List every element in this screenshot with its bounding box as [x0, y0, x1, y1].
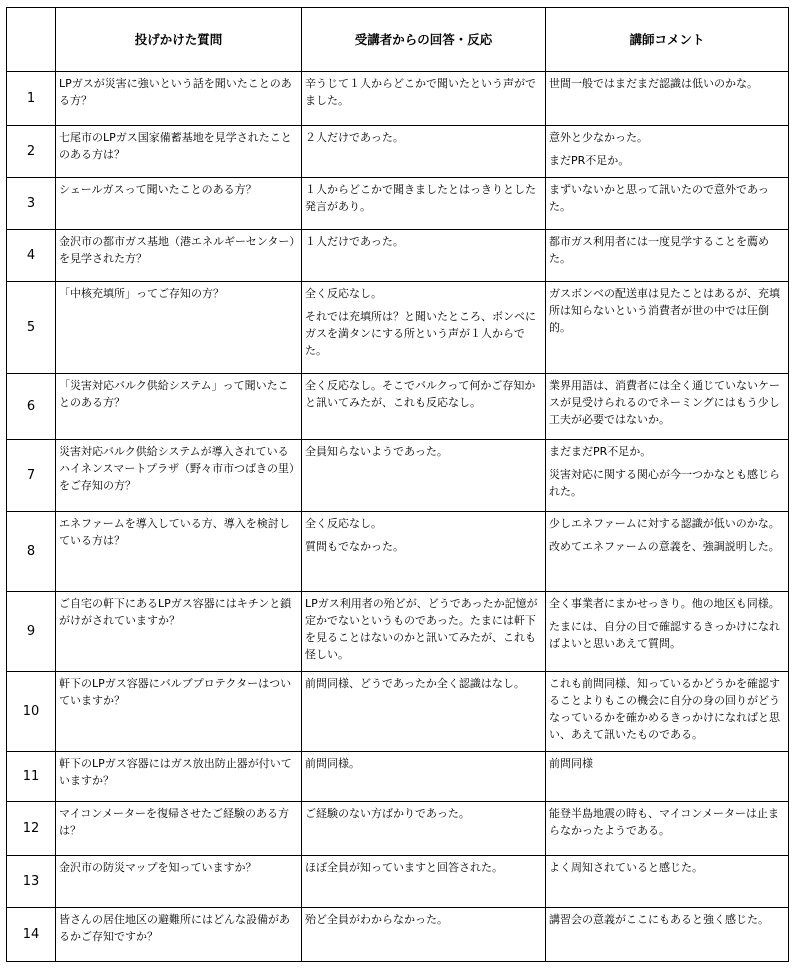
- row-number: 5: [7, 282, 56, 374]
- comment-text: 業界用語は、消費者には全く通じていないケースが見受けられるのでネーミングにはもう少し工夫が必要ではないか。: [549, 379, 780, 426]
- response-text: 殆ど全員がわからなかった。: [305, 913, 448, 926]
- question-text: シェールガスって聞いたことのある方？: [59, 183, 257, 196]
- question-cell: [56, 230, 302, 282]
- question-text: 七尾市のLPガス国家備蓄基地を見学されたことのある方は？: [59, 131, 292, 161]
- comment-text: 少しエネファームに対する認識が低いのかな。: [549, 517, 780, 530]
- row-number: 10: [7, 672, 56, 752]
- comment-cell: [546, 856, 789, 908]
- qa-table: [6, 7, 789, 962]
- question-text: 皆さんの居住地区の避難所にはどんな設備があるかご存知ですか？: [59, 913, 290, 943]
- question-cell: [56, 440, 302, 512]
- question-text: 軒下のLPガス容器にバルブプロテクターはついていますか？: [59, 677, 292, 707]
- row-number: 12: [7, 802, 56, 856]
- question-text: 軒下のLPガス容器にはガス放出防止器が付いていますか？: [59, 757, 292, 787]
- response-cell: [302, 282, 546, 374]
- header-number: [7, 8, 56, 72]
- table-row: [7, 802, 789, 856]
- response-text: 全く反応なし。そこでバルクって何かご存知かと訊いてみたが、これも反応なし。: [305, 379, 536, 409]
- question-text: 「災害対応バルク供給システム」って聞いたことのある方？: [59, 379, 289, 409]
- response-text: ほぼ全員が知っていますと回答された。: [305, 861, 503, 874]
- question-cell: [56, 856, 302, 908]
- response-cell: [302, 752, 546, 802]
- response-text: ご経験のない方ばかりであった。: [305, 807, 470, 820]
- table-row: [7, 592, 789, 672]
- comment-text: 講習会の意義がここにもあると強く感じた。: [549, 913, 769, 926]
- response-text: １人だけであった。: [305, 235, 404, 248]
- response-cell: [302, 126, 546, 178]
- table-row: [7, 282, 789, 374]
- question-text: 災害対応バルク供給システムが導入されているハイネンスマートプラザ（野々市市つばきの里）をご存知の方？: [59, 445, 295, 492]
- row-number: 6: [7, 374, 56, 440]
- comment-cell: [546, 802, 789, 856]
- row-number: 9: [7, 592, 56, 672]
- comment-text: まだPR不足か。: [549, 154, 630, 167]
- question-text: 「中核充填所」ってご存知の方？: [59, 287, 224, 300]
- comment-cell: [546, 126, 789, 178]
- response-text: １人からどこかで聞きましたとはっきりとした発言があり。: [305, 183, 536, 213]
- question-cell: [56, 126, 302, 178]
- comment-cell: [546, 592, 789, 672]
- table-row: [7, 856, 789, 908]
- table-row: [7, 374, 789, 440]
- comment-text: たまには、自分の目で確認するきっかけになればよいと思いあえて質問。: [549, 620, 780, 650]
- row-number: 7: [7, 440, 56, 512]
- question-text: マイコンメーターを復帰させたご経験のある方は？: [59, 807, 290, 837]
- response-cell: [302, 856, 546, 908]
- row-number: 13: [7, 856, 56, 908]
- question-cell: [56, 374, 302, 440]
- question-text: エネファームを導入している方、導入を検討している方は？: [59, 517, 290, 547]
- response-text: それでは充填所は？と聞いたところ、ボンベにガスを満タンにする所という声が１人からでた。: [305, 310, 536, 357]
- response-cell: [302, 178, 546, 230]
- table-row: [7, 908, 789, 962]
- question-text: 金沢市の都市ガス基地（港エネルギーセンター）を見学された方？: [59, 235, 295, 265]
- table-row: [7, 230, 789, 282]
- comment-cell: [546, 672, 789, 752]
- comment-cell: [546, 72, 789, 126]
- comment-cell: [546, 178, 789, 230]
- table-row: [7, 752, 789, 802]
- comment-text: 全く事業者にまかせっきり。他の地区も同様。: [549, 597, 780, 610]
- question-cell: [56, 512, 302, 592]
- comment-text: まだまだPR不足か。: [549, 445, 652, 458]
- row-number: 8: [7, 512, 56, 592]
- comment-text: 意外と少なかった。: [549, 131, 648, 144]
- question-cell: [56, 672, 302, 752]
- response-text: LPガス利用者の殆どが、どうであったか記憶が定かでないというものであった。たまには軒下を見ることはないのかと訊いてみたが、これも怪しい。: [305, 597, 538, 661]
- comment-text: まずいないかと思って訊いたので意外であった。: [549, 183, 769, 213]
- response-cell: [302, 802, 546, 856]
- question-cell: [56, 178, 302, 230]
- question-text: 金沢市の防災マップを知っていますか？: [59, 861, 257, 874]
- question-text: LPガスが災害に強いという話を聞いたことのある方？: [59, 77, 292, 107]
- header-question: 投げかけた質問: [56, 8, 302, 72]
- response-text: 辛うじて１人からどこかで聞いたという声がでました。: [305, 77, 536, 107]
- response-text: 前問同様、どうであったか全く認識はなし。: [305, 677, 525, 690]
- table-row: [7, 178, 789, 230]
- response-text: ２人だけであった。: [305, 131, 404, 144]
- question-cell: [56, 282, 302, 374]
- response-cell: [302, 672, 546, 752]
- table-row: [7, 126, 789, 178]
- header-comment: 講師コメント: [546, 8, 789, 72]
- question-cell: [56, 592, 302, 672]
- response-cell: [302, 374, 546, 440]
- comment-cell: [546, 374, 789, 440]
- table-row: [7, 672, 789, 752]
- response-text: 全く反応なし。: [305, 517, 382, 530]
- comment-text: 能登半島地震の時も、マイコンメーターは止まらなかったようである。: [549, 807, 780, 837]
- comment-cell: [546, 282, 789, 374]
- comment-text: 前問同様: [549, 757, 593, 770]
- table-row: [7, 512, 789, 592]
- table-row: [7, 440, 789, 512]
- row-number: 3: [7, 178, 56, 230]
- comment-cell: [546, 512, 789, 592]
- response-cell: [302, 440, 546, 512]
- comment-cell: [546, 230, 789, 282]
- comment-text: 世間一般ではまだまだ認識は低いのかな。: [549, 77, 758, 90]
- response-cell: [302, 72, 546, 126]
- question-cell: [56, 908, 302, 962]
- question-cell: [56, 72, 302, 126]
- comment-text: 都市ガス利用者には一度見学することを薦めた。: [549, 235, 769, 265]
- comment-text: これも前問同様、知っているかどうかを確認することよりもこの機会に自分の身の回りがどうなっているかを確かめるきっかけになればと思い、あえて訊いたものである。: [549, 677, 780, 741]
- response-text: 全く反応なし。: [305, 287, 382, 300]
- row-number: 11: [7, 752, 56, 802]
- row-number: 4: [7, 230, 56, 282]
- row-number: 2: [7, 126, 56, 178]
- response-cell: [302, 592, 546, 672]
- question-cell: [56, 802, 302, 856]
- response-text: 前問同様。: [305, 757, 360, 770]
- comment-text: 災害対応に関する関心が今一つかなとも感じられた。: [549, 468, 780, 498]
- table-body: [7, 72, 789, 962]
- response-cell: [302, 908, 546, 962]
- comment-cell: [546, 752, 789, 802]
- comment-text: ガスボンベの配送車は見たことはあるが、充填所は知らないという消費者が世の中では圧倒的。: [549, 287, 780, 334]
- response-text: 全員知らないようであった。: [305, 445, 448, 458]
- header-response: 受講者からの回答・反応: [302, 8, 546, 72]
- question-text: ご自宅の軒下にあるLPガス容器にはキチンと鎖がけがされていますか？: [59, 597, 292, 627]
- comment-cell: [546, 440, 789, 512]
- header-row: [7, 8, 789, 72]
- response-cell: [302, 512, 546, 592]
- row-number: 1: [7, 72, 56, 126]
- comment-text: 改めてエネファームの意義を、強調説明した。: [549, 540, 780, 553]
- response-text: 質問もでなかった。: [305, 540, 404, 553]
- comment-text: よく周知されていると感じた。: [549, 861, 703, 874]
- response-cell: [302, 230, 546, 282]
- comment-cell: [546, 908, 789, 962]
- row-number: 14: [7, 908, 56, 962]
- question-cell: [56, 752, 302, 802]
- table-row: [7, 72, 789, 126]
